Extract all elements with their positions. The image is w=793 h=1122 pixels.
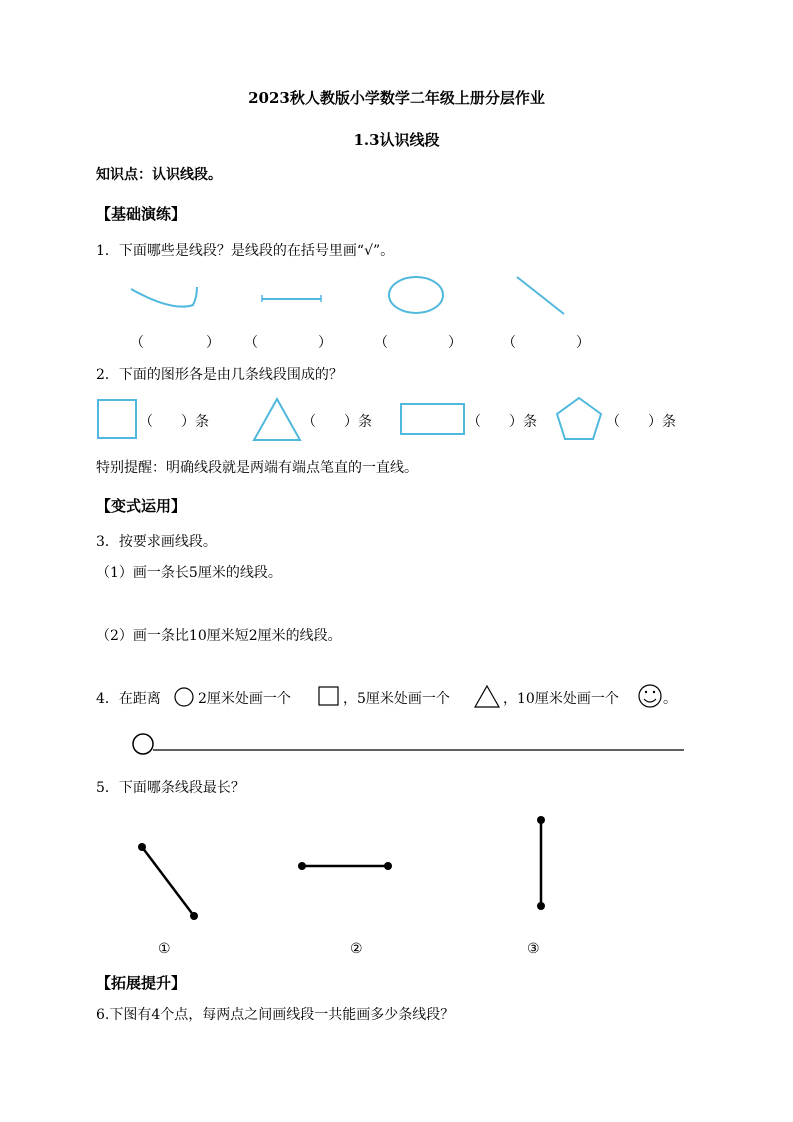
q4-square-icon [319, 687, 338, 705]
q2-rectangle-shape [401, 404, 464, 434]
q2-answer-blank-2: （ ）条 [302, 414, 372, 430]
q3-part2: （2）画一条比10厘米短2厘米的线段。 [96, 628, 342, 644]
q2-answer-blank-4: （ ）条 [606, 414, 676, 430]
q4-end: 。 [663, 691, 677, 707]
q4-ray-start-circle [133, 734, 153, 754]
q1-paren-open-2: （ [244, 335, 258, 351]
q1-paren-open-1: （ [130, 335, 144, 351]
page-title: 2023秋人教版小学数学二年级上册分层作业 [248, 89, 545, 107]
q5-segment-1 [138, 843, 198, 920]
q1-paren-close-3: ） [448, 335, 462, 351]
q2-answer-blank-3: （ ）条 [467, 414, 537, 430]
q5-label-3: ③ [527, 941, 540, 957]
q1-paren-open-3: （ [374, 335, 388, 351]
q4-seg2: ，5厘米处画一个 [343, 691, 450, 707]
q2-answer-blank-1: （ ）条 [139, 414, 209, 430]
reminder-text: 特别提醒：明确线段就是两端有端点笔直的一直线。 [96, 460, 418, 476]
q2-pentagon-shape [557, 398, 601, 439]
q1-ellipse-shape [389, 277, 443, 313]
q1-curve-shape [131, 287, 197, 307]
q2-text: 2．下面的图形各是由几条线段围成的？ [96, 367, 343, 383]
q5-label-2: ② [350, 941, 363, 957]
q2-triangle-shape [254, 399, 300, 440]
q1-paren-open-4: （ [502, 335, 516, 351]
q5-segment-3 [537, 816, 545, 910]
q5-text: 5．下面哪条线段最长？ [96, 780, 245, 796]
page-subtitle: 1.3认识线段 [353, 131, 440, 149]
q1-text: 1．下面哪些是线段？是线段的在括号里画“√”。 [96, 243, 395, 259]
q4-circle-icon [175, 688, 193, 706]
q4-triangle-icon [475, 686, 499, 707]
q1-segment-shape [262, 295, 321, 302]
q4-seg3: ，10厘米处画一个 [503, 691, 619, 707]
q1-line-shape [517, 277, 564, 314]
section-extend: 【拓展提升】 [96, 974, 187, 992]
q5-label-1: ① [158, 941, 171, 957]
q4-smiley-icon [639, 685, 661, 707]
q4-seg1: 2厘米处画一个 [198, 691, 291, 707]
q1-paren-close-4: ） [576, 335, 590, 351]
q3-part1: （1）画一条长5厘米的线段。 [96, 565, 282, 581]
q2-square-shape [98, 400, 136, 438]
q1-paren-close-1: ） [206, 335, 220, 351]
q6-text: 6.下图有4个点，每两点之间画线段一共能画多少条线段？ [96, 1007, 455, 1023]
q1-paren-close-2: ） [318, 335, 332, 351]
knowledge-point: 知识点：认识线段。 [96, 167, 222, 183]
q4-prefix: 4．在距离 [96, 691, 161, 707]
q5-segment-2 [298, 862, 392, 870]
q3-text: 3．按要求画线段。 [96, 534, 217, 550]
section-basic: 【基础演练】 [96, 205, 187, 223]
section-variant: 【变式运用】 [96, 497, 187, 515]
